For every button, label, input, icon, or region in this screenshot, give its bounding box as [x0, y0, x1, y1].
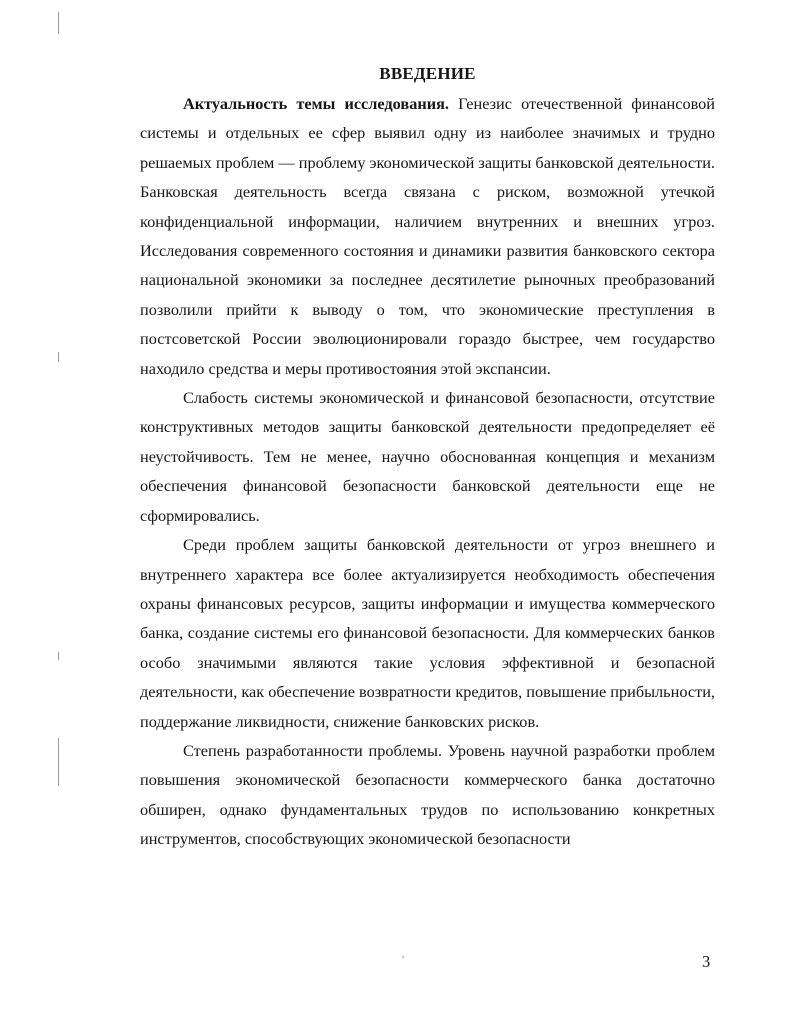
scan-speck	[402, 956, 404, 958]
scan-mark	[58, 12, 59, 34]
scan-edge-marks	[58, 0, 62, 1025]
scan-mark	[58, 352, 59, 362]
page-number: 3	[702, 952, 711, 971]
document-title: ВВЕДЕНИЕ	[379, 64, 476, 83]
paragraph-development: Степень разработанности проблемы. Уровень научной разработки проблем повышения экономической безопасности коммерческого банка достаточно обширен, однако фундаментальных трудов по использованию конкретных инструментов, способствующих экономической безопасности	[140, 740, 715, 849]
scan-mark	[58, 652, 59, 660]
paragraph-lead: Актуальность темы исследования.	[183, 94, 449, 113]
body-text	[140, 89, 715, 854]
paragraph-relevance	[140, 89, 715, 383]
paragraph-problems: Среди проблем защиты банковской деятельности от угроз внешнего и внутреннего характера все более актуализируется необходимость обеспечения охраны финансовых ресурсов, защиты информации и имущества коммерческого банка, создание системы его финансовой безопасности. Для коммерческих банков особо значимыми являются такие условия эффективной и безопасной деятельности, как обеспечение возвратности кредитов, повышение прибыльности, поддержание ликвидности, снижение банковских рисков.	[140, 535, 715, 731]
scan-mark	[58, 738, 59, 786]
paragraph-text: Генезис отечественной финансовой системы и отдельных ее сфер выявил одну из наиболее значимых и трудно решаемых проблем — проблему экономической защиты банковской деятельности. Банковская деятельность всегда связана с риском, возможной утечкой конфиденциальной информации, наличием внутренних и внешних угроз. Исследования современного состояния и динамики развития банковского сектора национальной экономики за последнее десятилетие рыночных преобразований позволили прийти к выводу о том, что экономические преступления в постсоветской России эволюционировали гораздо быстрее, чем государство находило средства и меры противостояния этой экспансии.	[140, 94, 716, 378]
paragraph-weakness: Слабость системы экономической и финансовой безопасности, отсутствие конструктивных методов защиты банковской деятельности предопределяет её неустойчивость. Тем не менее, научно обоснованная концепция и механизм обеспечения финансовой безопасности банковской деятельности еще не сформировались.	[140, 388, 715, 525]
